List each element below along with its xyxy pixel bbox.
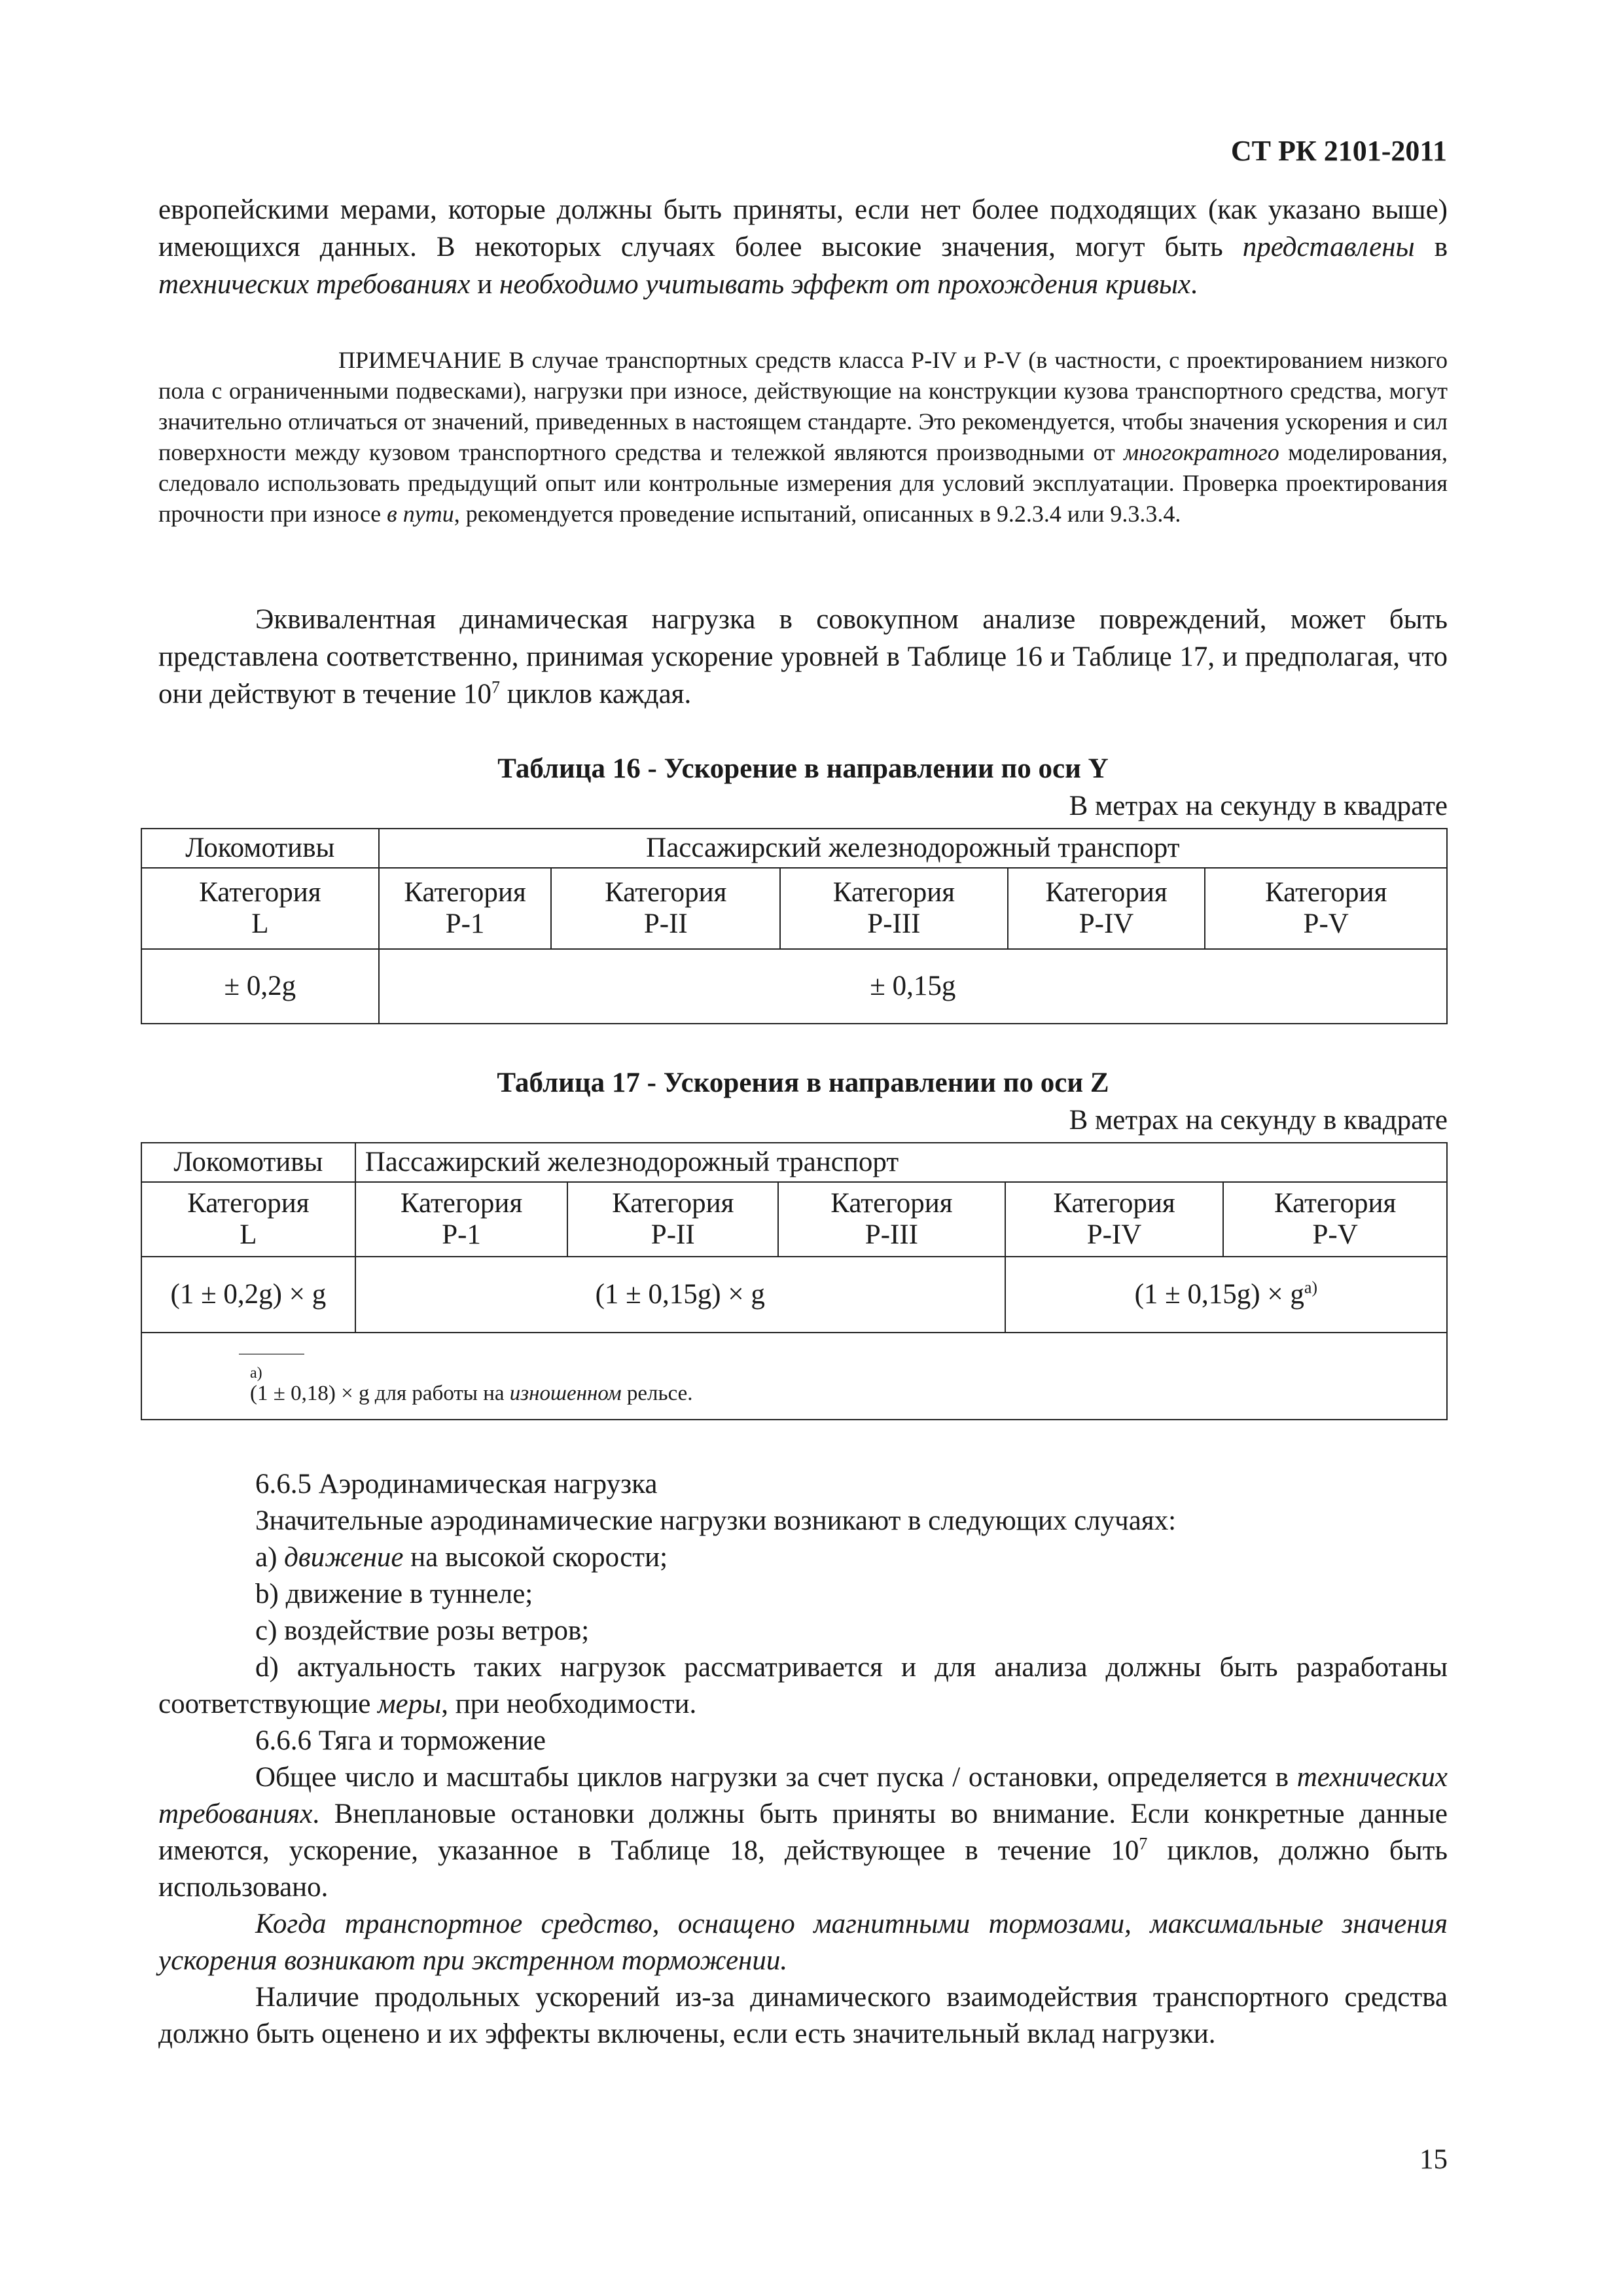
- table-header-cell: [141, 868, 379, 949]
- list-item: c) воздействие розы ветров;: [255, 1615, 590, 1646]
- footnote-marker: a): [1304, 1278, 1318, 1297]
- table-header-cell: Пассажирский железнодорожный транспорт: [355, 1143, 1447, 1182]
- category-name: Категория: [830, 1188, 953, 1219]
- table16-title: Таблица 16 - Ускорение в направлении по оси Y: [497, 753, 1109, 784]
- category-name: Категория: [612, 1188, 734, 1219]
- category-name: Категория: [832, 877, 955, 908]
- category-code: P-V: [1303, 908, 1349, 939]
- category-name: Категория: [400, 1188, 523, 1219]
- category-name: Категория: [1045, 877, 1168, 908]
- category-code: P-II: [651, 1219, 695, 1250]
- table16: [141, 828, 1448, 1024]
- section-italic: Когда транспортное средство, оснащено магнитными тормозами, максимальные значения ускорения возникают при экстренном торможении.: [158, 1909, 1448, 1976]
- category-name: Категория: [404, 877, 526, 908]
- note-text: ПРИМЕЧАНИЕ В случае транспортных средств класса P-IV и P-V (в частности, с проектированием низкого пола с ограниченными подвесками), нагрузки при износе, действующие на конструкции кузова транспортного средства, могут значительно отличаться от значений, приведенных в настоящем стандарте. Это рекомендуется, чтобы значения ускорения и сил поверхности между кузовом транспортного средства и тележкой являются производными от: [158, 347, 1448, 465]
- footnote-text: (1 ± 0,18) × g для работы на: [250, 1381, 510, 1405]
- intro-paragraph-1: [158, 191, 1448, 303]
- intro-text: циклов каждая.: [500, 679, 692, 709]
- table-row: [141, 1257, 1447, 1333]
- table-header-cell: Локомотивы: [141, 1143, 355, 1182]
- category-code: P-II: [643, 908, 688, 939]
- table-cell: (1 ± 0,2g) × g: [141, 1257, 355, 1333]
- note-paragraph: [158, 345, 1448, 529]
- table-header-cell: Локомотивы: [141, 829, 379, 868]
- category-code: L: [251, 908, 269, 939]
- intro-paragraph-2: [158, 601, 1448, 713]
- list-item-text: на высокой скорости;: [403, 1542, 668, 1573]
- table-cell: (1 ± 0,15g) × g: [355, 1257, 1005, 1333]
- intro-text: в: [1414, 232, 1448, 262]
- table-row: [141, 1143, 1447, 1182]
- table-cell: ± 0,2g: [141, 949, 379, 1024]
- table-row: [141, 949, 1447, 1024]
- footnote-text: рельсе.: [621, 1381, 693, 1405]
- table-header-cell: [379, 868, 552, 949]
- category-name: Категория: [605, 877, 727, 908]
- footnote-body: [250, 1365, 1446, 1406]
- intro-text: европейскими мерами, которые должны быть приняты, если нет более подходящих (как указано выше) имеющихся данных. В некоторых случаях более высокие значения, могут быть: [158, 194, 1448, 262]
- category-name: Категория: [1265, 877, 1387, 908]
- list-item: b) движение в туннеле;: [255, 1579, 533, 1609]
- category-name: Категория: [187, 1188, 310, 1219]
- table-row: [141, 1182, 1447, 1257]
- table-header-cell: [355, 1182, 568, 1257]
- page-number: 15: [1419, 2144, 1448, 2175]
- table-header-cell: [1223, 1182, 1447, 1257]
- table16-unit: В метрах на секунду в квадрате: [1069, 791, 1448, 821]
- category-code: P-V: [1312, 1219, 1358, 1250]
- note-text: , рекомендуется проведение испытаний, описанных в 9.2.3.4 или 9.3.3.4.: [454, 501, 1181, 527]
- category-name: Категория: [199, 877, 321, 908]
- category-code: P-III: [867, 908, 921, 939]
- category-code: P-IV: [1079, 908, 1134, 939]
- list-item-italic: движение: [284, 1542, 404, 1573]
- table-header-cell: [1205, 868, 1447, 949]
- category-code: P-1: [445, 908, 485, 939]
- intro-text: .: [1190, 269, 1198, 300]
- section-paragraph: [158, 1906, 1448, 1979]
- table17: [141, 1142, 1448, 1420]
- section-italic: технических требованиях: [158, 1762, 1448, 1829]
- category-name: Категория: [1274, 1188, 1397, 1219]
- list-item-prefix: a): [255, 1542, 285, 1573]
- intro-text: и: [470, 269, 499, 300]
- section-paragraph: Наличие продольных ускорений из-за динамического взаимодействия транспортного средства должно быть оценено и их эффекты включены, если есть значительный вклад нагрузки.: [158, 1982, 1448, 2049]
- table-cell: [1005, 1257, 1447, 1333]
- section-text: циклов, должно быть использовано.: [158, 1835, 1448, 1903]
- section-text: . Внеплановые остановки должны быть приняты во внимание. Если конкретные данные имеются, ускорение, указанное в Таблице 18, действующее в течение 10: [158, 1799, 1448, 1866]
- note-italic: в пути: [387, 501, 454, 527]
- intro-italic: представлены: [1242, 232, 1415, 262]
- table-header-cell: Пассажирский железнодорожный транспорт: [379, 829, 1447, 868]
- note-italic: многократного: [1124, 439, 1279, 465]
- table-header-cell: [1008, 868, 1205, 949]
- intro-italic: необходимо учитывать эффект от прохождения кривых: [499, 269, 1191, 300]
- table-cell: ± 0,15g: [379, 949, 1447, 1024]
- footnote-marker: a): [250, 1364, 262, 1382]
- section-text: Общее число и масштабы циклов нагрузки за счет пуска / остановки, определяется в: [255, 1762, 1297, 1793]
- table-row: [141, 1333, 1447, 1420]
- section-lead: Значительные аэродинамические нагрузки возникают в следующих случаях:: [255, 1505, 1177, 1536]
- intro-text: Эквивалентная динамическая нагрузка в совокупном анализе повреждений, может быть представлена соответственно, принимая ускорение уровней в Таблице 16 и Таблице 17, и предполагая, что они действуют в течение 10: [158, 604, 1448, 709]
- category-name: Категория: [1053, 1188, 1175, 1219]
- category-code: P-III: [865, 1219, 918, 1250]
- table-header-cell: [1005, 1182, 1224, 1257]
- table-cell-value: (1 ± 0,15g) × g: [1134, 1279, 1304, 1310]
- category-code: L: [240, 1219, 257, 1250]
- list-item-text: , при необходимости.: [441, 1689, 697, 1719]
- table-header-cell: [780, 868, 1008, 949]
- section-heading: 6.6.5 Аэродинамическая нагрузка: [255, 1469, 658, 1499]
- section-paragraph: [158, 1759, 1448, 1906]
- table-header-cell: [551, 868, 780, 949]
- exponent: 7: [491, 677, 500, 697]
- table-header-cell: [141, 1182, 355, 1257]
- footnote-italic: изношенном: [509, 1381, 622, 1405]
- list-item: [158, 1649, 1448, 1723]
- table-row: [141, 829, 1447, 868]
- table-header-cell: [567, 1182, 778, 1257]
- document-code: СТ РК 2101-2011: [1230, 135, 1447, 167]
- note-text: моделирования, следовало использовать предыдущий опыт или контрольные измерения для условий эксплуатации. Проверка проектирования прочности при износе: [158, 439, 1448, 527]
- category-code: P-IV: [1086, 1219, 1142, 1250]
- category-code: P-1: [442, 1219, 481, 1250]
- list-item-text: d) актуальность таких нагрузок рассматривается и для анализа должны быть разработаны соответствующие: [158, 1652, 1448, 1719]
- footnote-rule: [239, 1354, 304, 1355]
- table-footnote: [141, 1333, 1447, 1420]
- table-row: [141, 868, 1447, 949]
- table-header-cell: [778, 1182, 1005, 1257]
- exponent: 7: [1139, 1834, 1148, 1854]
- list-item-italic: меры: [378, 1689, 442, 1719]
- intro-italic: технических требованиях: [158, 269, 471, 300]
- list-item: [158, 1539, 1448, 1576]
- table17-title: Таблица 17 - Ускорения в направлении по оси Z: [497, 1067, 1109, 1098]
- section-6-6-5: [158, 1466, 1448, 2053]
- table17-unit: В метрах на секунду в квадрате: [1069, 1105, 1448, 1136]
- section-heading: 6.6.6 Тяга и торможение: [255, 1725, 546, 1756]
